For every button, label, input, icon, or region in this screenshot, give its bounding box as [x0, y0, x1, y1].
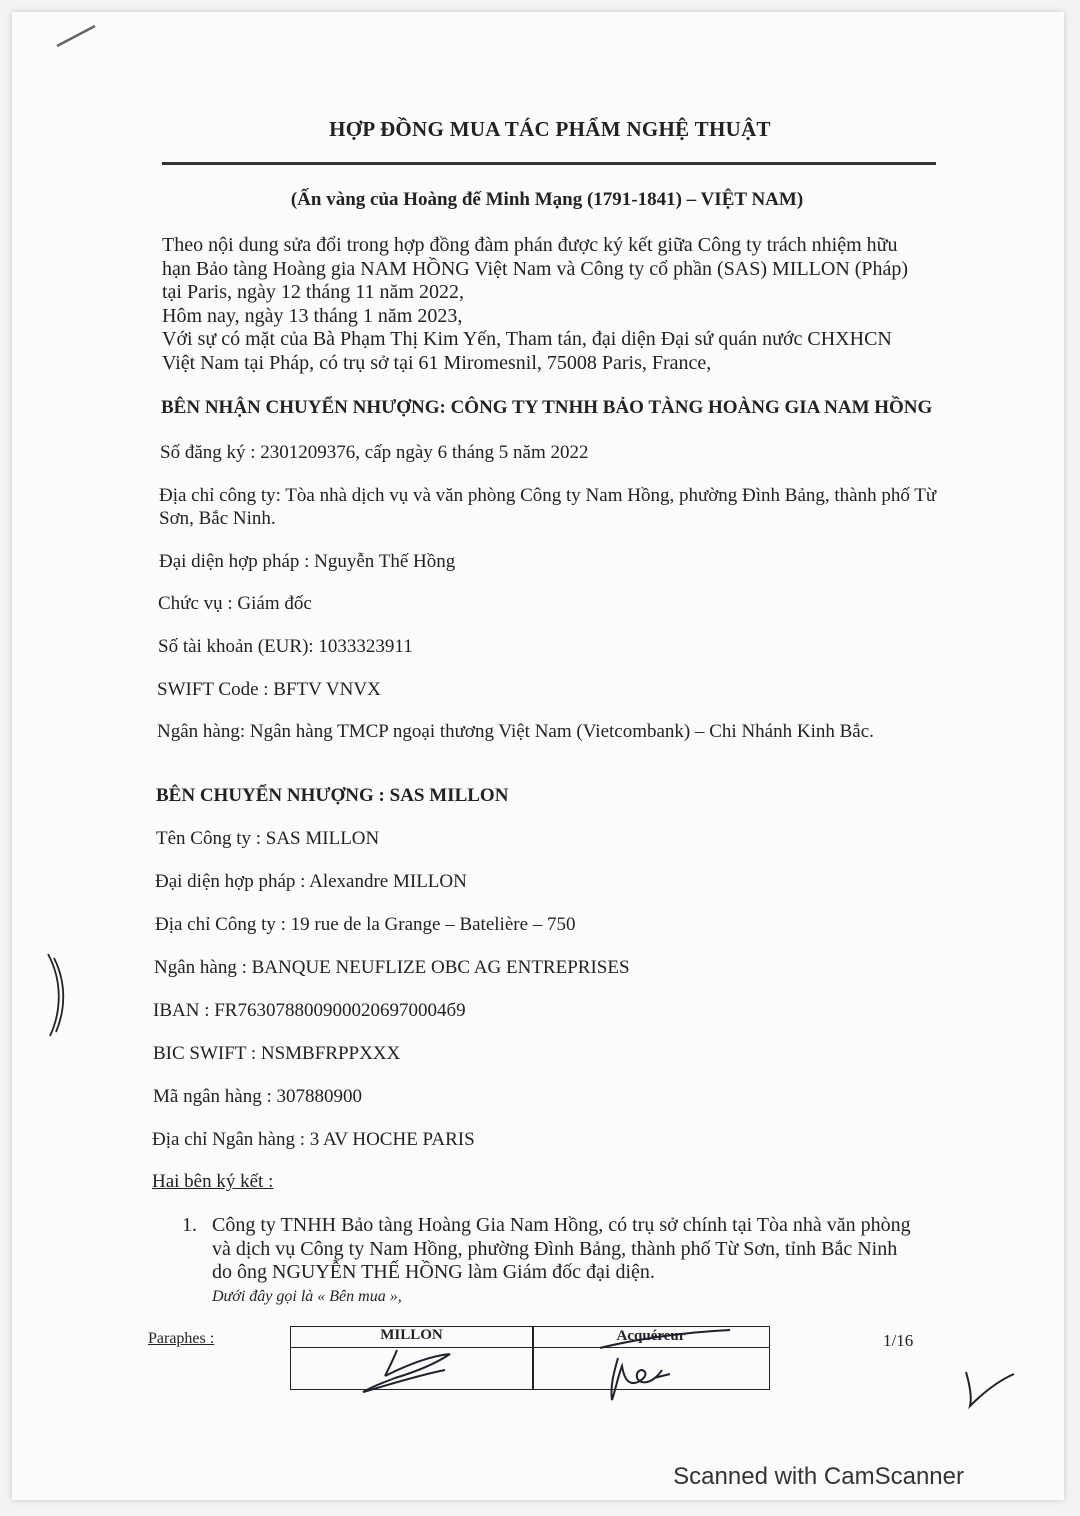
list-item-number: 1. [182, 1214, 197, 1236]
seller-bic: BIC SWIFT : NSMBFRPPXXX [153, 1043, 401, 1064]
list-item-note: Dưới đây gọi là « Bên mua », [212, 1287, 402, 1305]
seller-address: Địa chỉ Công ty : 19 rue de la Grange – Batelière – 750 [155, 914, 576, 935]
intro-line: hạn Bảo tàng Hoàng gia NAM HỒNG Việt Nam và Công ty cổ phần (SAS) MILLON (Pháp) [162, 257, 909, 280]
buyer-swift: SWIFT Code : BFTV VNVX [157, 679, 381, 700]
intro-line: Việt Nam tại Pháp, có trụ sở tại 61 Miromesnil, 75008 Paris, France, [162, 351, 712, 374]
seller-legal-rep: Đại diện hợp pháp : Alexandre MILLON [155, 871, 467, 892]
page-number: 1/16 [883, 1331, 914, 1350]
buyer-bank: Ngân hàng: Ngân hàng TMCP ngoại thương Việt Nam (Vietcombank) – Chi Nhánh Kinh Bắc. [157, 721, 874, 742]
pen-stroke-icon [55, 22, 100, 52]
list-item-line: và dịch vụ Công ty Nam Hồng, phường Đình Bảng, thành phố Từ Sơn, tỉnh Bắc Ninh [212, 1237, 898, 1260]
title-divider [162, 162, 936, 165]
buyer-registration: Số đăng ký : 2301209376, cấp ngày 6 tháng 5 năm 2022 [160, 442, 589, 463]
document-title: HỢP ĐỒNG MUA TÁC PHẨM NGHỆ THUẬT [329, 117, 771, 141]
document-subtitle: (Ấn vàng của Hoàng đế Minh Mạng (1791-1841) – VIỆT NAM) [290, 189, 804, 210]
intro-line: Với sự có mặt của Bà Phạm Thị Kim Yến, Tham tán, đại diện Đại sứ quán nước CHXHCN [162, 328, 892, 350]
seller-heading: BÊN CHUYỂN NHƯỢNG : SAS MILLON [156, 785, 509, 806]
seller-signature-icon [355, 1346, 465, 1396]
buyer-signature-icon [590, 1328, 740, 1408]
scanner-watermark: Scanned with CamScanner [673, 1463, 964, 1490]
seller-iban: IBAN : FR7630788009000206970004б9 [153, 1000, 466, 1021]
initials-mark-icon [960, 1368, 1020, 1413]
parties-heading: Hai bên ký kết : [152, 1171, 274, 1192]
signature-header-buyer: Acquéreur [616, 1328, 686, 1344]
signature-header-seller: MILLON [380, 1327, 443, 1343]
buyer-address-line2: Sơn, Bắc Ninh. [159, 508, 276, 529]
intro-paragraph [162, 234, 936, 375]
paraphes-label: Paraphes : [148, 1330, 215, 1347]
list-item-line: Công ty TNHH Bảo tàng Hoàng Gia Nam Hồng, có trụ sở chính tại Tòa nhà văn phòng [212, 1214, 911, 1236]
buyer-address-line1: Địa chỉ công ty: Tòa nhà dịch vụ và văn phòng Công ty Nam Hồng, phường Đình Bảng, thành phố Từ [159, 485, 937, 506]
seller-bank-code: Mã ngân hàng : 307880900 [153, 1086, 362, 1107]
list-item-line: do ông NGUYỄN THẾ HỒNG làm Giám đốc đại diện. [212, 1261, 655, 1283]
seller-company: Tên Công ty : SAS MILLON [156, 828, 380, 849]
seller-bank: Ngân hàng : BANQUE NEUFLIZE OBC AG ENTREPRISES [154, 957, 630, 978]
seller-bank-address: Địa chỉ Ngân hàng : 3 AV HOCHE PARIS [152, 1129, 475, 1150]
intro-line: Theo nội dung sửa đổi trong hợp đồng đàm phán được ký kết giữa Công ty trách nhiệm hữu [162, 234, 898, 256]
intro-line: Hôm nay, ngày 13 tháng 1 năm 2023, [162, 304, 463, 327]
intro-line: tại Paris, ngày 12 tháng 11 năm 2022, [162, 281, 464, 303]
buyer-heading: BÊN NHẬN CHUYỂN NHƯỢNG: CÔNG TY TNHH BẢO TÀNG HOÀNG GIA NAM HỒNG [161, 397, 933, 418]
buyer-position: Chức vụ : Giám đốc [158, 593, 312, 614]
margin-bracket-icon [44, 950, 74, 1040]
buyer-account: Số tài khoản (EUR): 1033323911 [158, 636, 413, 657]
buyer-legal-rep: Đại diện hợp pháp : Nguyễn Thế Hồng [159, 551, 456, 572]
